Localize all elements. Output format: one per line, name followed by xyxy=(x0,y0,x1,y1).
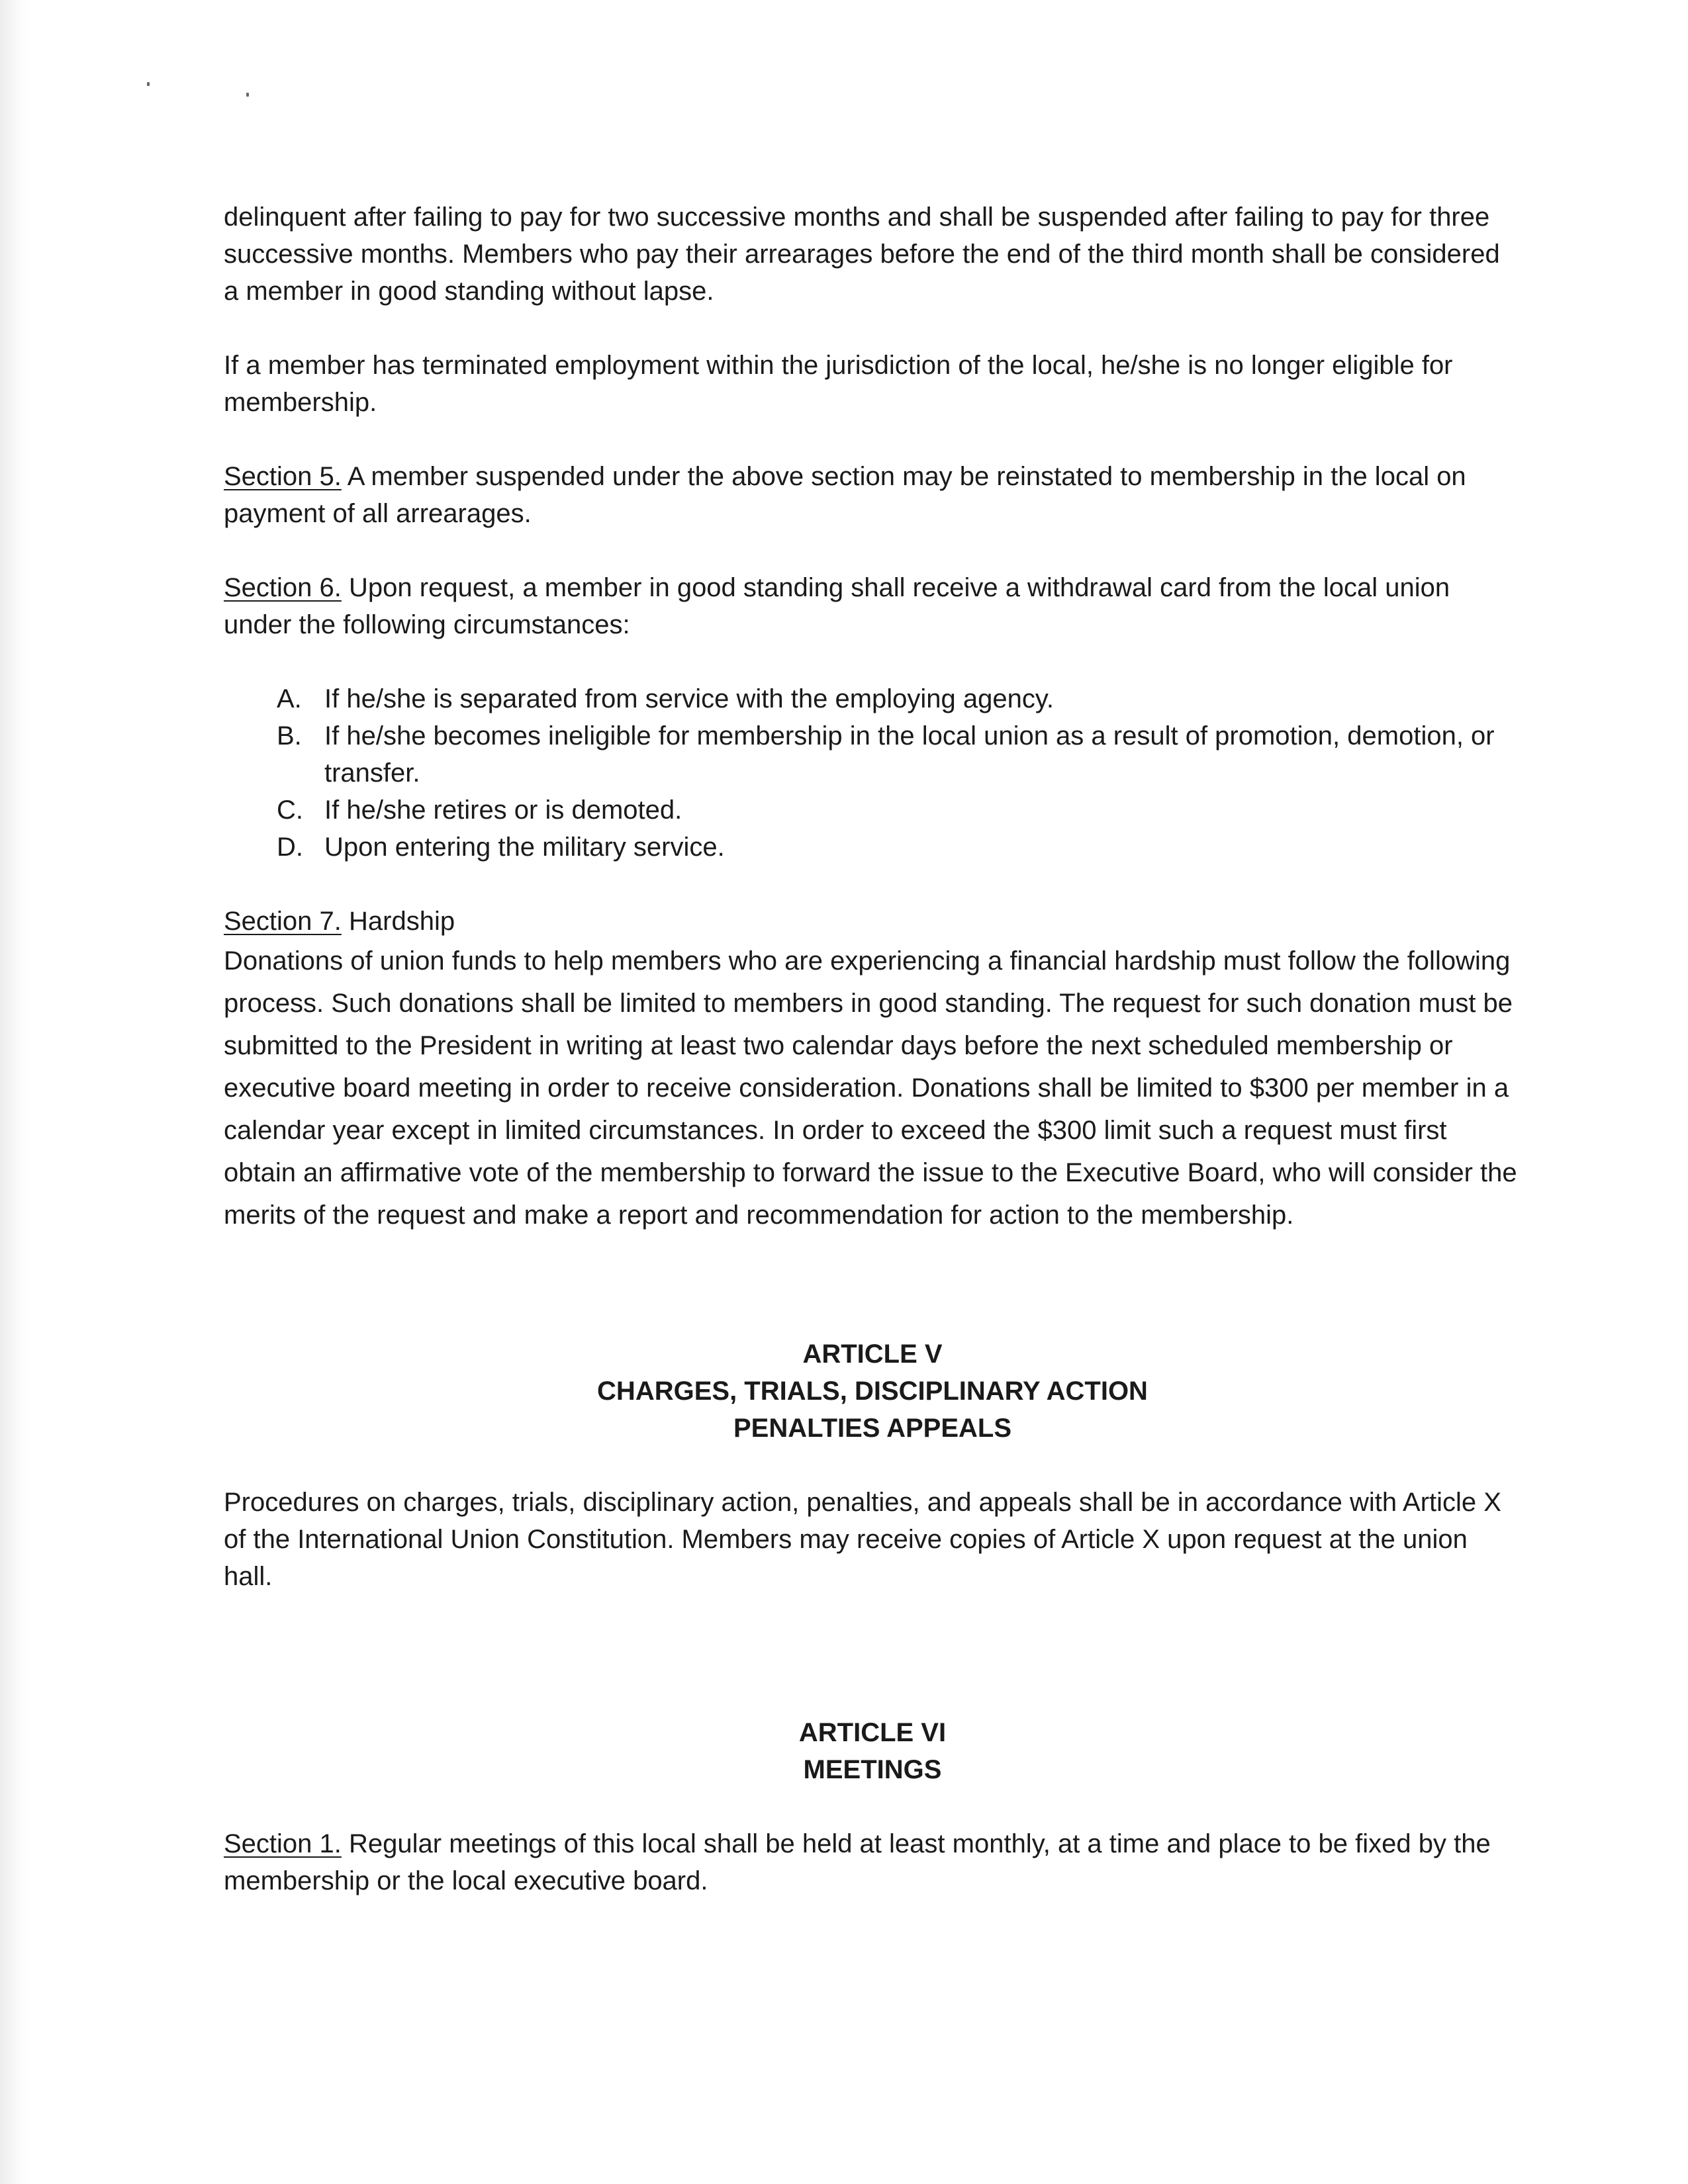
article-6-section-1-text: Regular meetings of this local shall be held at least monthly, at a time and place to be fixed by the membership or the local executive board. xyxy=(224,1829,1491,1895)
withdrawal-circumstances-list xyxy=(224,680,1521,866)
list-item-text: If he/she becomes ineligible for membership in the local union as a result of promotion, demotion, or transfer. xyxy=(324,721,1495,788)
list-item xyxy=(224,717,1521,792)
list-item-text: If he/she is separated from service with the employing agency. xyxy=(324,684,1055,713)
section-5-label: Section 5. xyxy=(224,462,342,491)
terminated-employment-paragraph: If a member has terminated employment within the jurisdiction of the local, he/she is no longer eligible for membership. xyxy=(224,351,1453,417)
article-5-text: Procedures on charges, trials, disciplinary action, penalties, and appeals shall be in accordance with Article X of the International Union Constitution. Members may receive copies of Article X upon request at the union hall. xyxy=(224,1488,1501,1591)
list-item xyxy=(224,829,1521,866)
scan-edge-shadow xyxy=(0,0,29,2184)
scan-speck xyxy=(147,82,150,86)
list-item-letter: D. xyxy=(277,833,303,862)
section-7-header xyxy=(224,903,1521,940)
article-6-subheading: MEETINGS xyxy=(803,1755,942,1784)
continuation-paragraph: delinquent after failing to pay for two successive months and shall be suspended after failing to pay for three successive months. Members who pay their arrearages before the end of the third month shall be considered a member in good standing without lapse. xyxy=(224,203,1500,306)
section-7-text: Donations of union funds to help members who are experiencing a financial hardship must follow the following process. Such donations shall be limited to members in good standing. The request for such donation must be submitted to the President in writing at least two calendar days before the next scheduled membership or executive board meeting in order to receive consideration. Donations shall be limited to $300 per member in a calendar year except in limited circumstances. In order to exceed the $300 limit such a request must first obtain an affirmative vote of the membership to forward the issue to the Executive Board, who will consider the merits of the request and make a report and recommendation for action to the membership. xyxy=(224,946,1517,1230)
article-6-number: ARTICLE VI xyxy=(798,1718,947,1747)
section-5-text: A member suspended under the above section may be reinstated to membership in the local on payment of all arrearages. xyxy=(224,462,1466,528)
section-6 xyxy=(224,569,1521,643)
section-5 xyxy=(224,458,1521,532)
list-item-text: If he/she retires or is demoted. xyxy=(324,796,682,825)
list-item xyxy=(224,680,1521,717)
list-item-text: Upon entering the military service. xyxy=(324,833,725,862)
article-5-subheading-1: CHARGES, TRIALS, DISCIPLINARY ACTION xyxy=(597,1377,1148,1406)
article-6-heading xyxy=(224,1714,1521,1788)
article-5-number: ARTICLE V xyxy=(802,1340,943,1369)
list-item xyxy=(224,792,1521,829)
article-6-section-1-label: Section 1. xyxy=(224,1829,342,1858)
document-body xyxy=(224,199,1521,1936)
article-6-section-1 xyxy=(224,1825,1521,1899)
article-5-heading xyxy=(224,1336,1521,1447)
section-6-label: Section 6. xyxy=(224,573,342,602)
section-6-text: Upon request, a member in good standing shall receive a withdrawal card from the local union under the following circumstances: xyxy=(224,573,1450,639)
article-5-subheading-2: PENALTIES APPEALS xyxy=(733,1414,1012,1443)
scan-speck xyxy=(246,93,249,97)
list-item-letter: A. xyxy=(277,684,302,713)
list-item-letter: B. xyxy=(277,721,302,751)
section-7-title: Hardship xyxy=(349,907,455,936)
list-item-letter: C. xyxy=(277,796,303,825)
section-7-label: Section 7. xyxy=(224,907,342,936)
